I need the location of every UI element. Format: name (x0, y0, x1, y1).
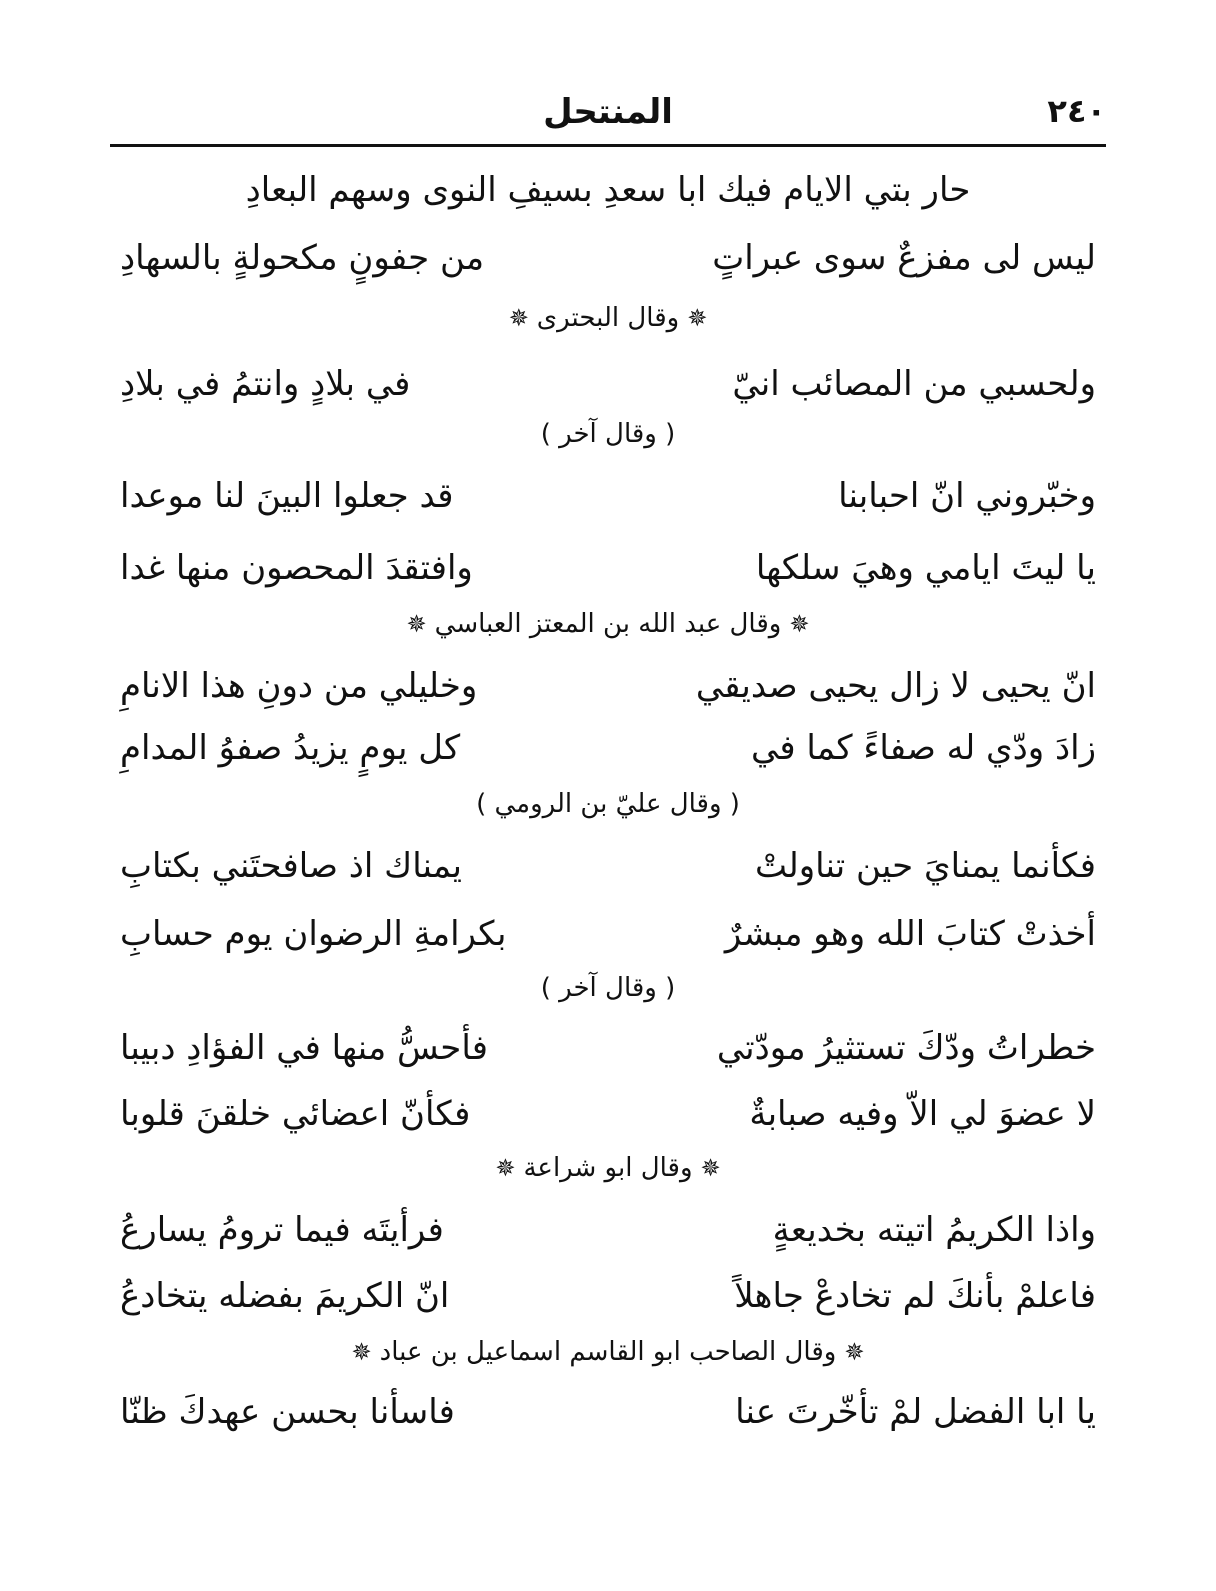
verse-first-hemistich: فكأنما يمنايَ حين تناولتْ (754, 846, 1096, 886)
heading-text: ( وقال آخر ) (540, 973, 676, 1003)
page-header (110, 88, 1106, 144)
verse-second-hemistich: فكأنّ اعضائي خلقنَ قلوبا (120, 1094, 471, 1134)
verse-first-hemistich: فاعلمْ بأنكَ لم تخادعْ جاهلاً (734, 1276, 1096, 1316)
verse-line (120, 718, 1096, 778)
verse-first-hemistich: واذا الكريمُ اتيته بخديعةٍ (772, 1210, 1096, 1250)
star-ornament-icon: ✵ (508, 304, 529, 332)
verse-line (120, 228, 1096, 288)
heading-text: وقال عبد الله بن المعتز العباسي (434, 609, 782, 639)
verse-second-hemistich: في بلادٍ وانتمُ في بلادِ (120, 364, 411, 404)
verse-line (120, 466, 1096, 526)
star-ornament-icon: ✵ (406, 610, 427, 638)
heading-text: ( وقال عليّ بن الرومي ) (476, 789, 740, 819)
verse-line (120, 836, 1096, 896)
verse-line (120, 1200, 1096, 1260)
verse-line (120, 354, 1096, 414)
star-ornament-icon: ✵ (700, 1154, 721, 1182)
verse-line (120, 1382, 1096, 1442)
verse-text: حار بتي الايام فيك ابا سعدِ بسيفِ النوى وسهم البعادِ (245, 170, 971, 210)
heading-text: وقال الصاحب ابو القاسم اسماعيل بن عباد (379, 1337, 837, 1367)
heading-text: ( وقال آخر ) (540, 419, 676, 449)
heading-text: وقال ابو شراعة (523, 1153, 693, 1183)
verse-first-hemistich: ولحسبي من المصائب انيّ (732, 364, 1096, 404)
verse-second-hemistich: قد جعلوا البينَ لنا موعدا (120, 476, 454, 516)
verse-line (120, 1266, 1096, 1326)
page-number: ٢٤٠ (1047, 92, 1106, 130)
verse-first-hemistich: لا عضوَ لي الاّ وفيه صبابةٌ (749, 1094, 1096, 1134)
verse-line (120, 1084, 1096, 1144)
star-ornament-icon: ✵ (687, 304, 708, 332)
poet-heading (120, 966, 1096, 1010)
poet-heading (120, 1146, 1096, 1190)
star-ornament-icon: ✵ (351, 1338, 372, 1366)
verse-first-hemistich: زادَ ودّي له صفاءً كما في (750, 728, 1096, 768)
star-ornament-icon: ✵ (495, 1154, 516, 1182)
verse-line (120, 1018, 1096, 1078)
verse-first-hemistich: ليس لى مفزعٌ سوى عبراتٍ (712, 238, 1096, 278)
verse-line (120, 160, 1096, 220)
verse-second-hemistich: يمناك اذ صافحتَني بكتابِ (120, 846, 462, 886)
running-title: المنتحل (543, 92, 673, 132)
verse-line (120, 538, 1096, 598)
verse-second-hemistich: وخليلي من دونِ هذا الانامِ (120, 666, 478, 706)
verse-first-hemistich: يا ليتَ ايامي وهيَ سلكها (755, 548, 1096, 588)
verse-second-hemistich: بكرامةِ الرضوان يوم حسابِ (120, 914, 507, 954)
verse-line (120, 656, 1096, 716)
verse-second-hemistich: انّ الكريمَ بفضله يتخادعُ (120, 1276, 450, 1316)
verse-second-hemistich: كل يومٍ يزيدُ صفوُ المدامِ (120, 728, 461, 768)
poet-heading (120, 412, 1096, 456)
header-rule (110, 144, 1106, 147)
verse-second-hemistich: فأحسُّ منها في الفؤادِ دبيبا (120, 1028, 488, 1068)
verse-line (120, 904, 1096, 964)
verse-first-hemistich: أخذتْ كتابَ الله وهو مبشرٌ (724, 914, 1096, 954)
verse-second-hemistich: فاسأنا بحسن عهدكَ ظنّا (120, 1392, 455, 1432)
poet-heading (120, 602, 1096, 646)
verse-first-hemistich: يا ابا الفضل لمْ تأخّرتَ عنا (735, 1392, 1096, 1432)
star-ornament-icon: ✵ (844, 1338, 865, 1366)
verse-first-hemistich: خطراتُ ودّكَ تستثيرُ مودّتي (716, 1028, 1096, 1068)
heading-text: وقال البحترى (536, 303, 680, 333)
verse-first-hemistich: انّ يحيى لا زال يحيى صديقي (695, 666, 1096, 706)
verse-second-hemistich: من جفونٍ مكحولةٍ بالسهادِ (120, 238, 485, 278)
verse-second-hemistich: فرأيتَه فيما ترومُ يسارعُ (120, 1210, 444, 1250)
verse-second-hemistich: وافتقدَ المحصون منها غدا (120, 548, 473, 588)
star-ornament-icon: ✵ (789, 610, 810, 638)
verse-first-hemistich: وخبّروني انّ احبابنا (838, 476, 1096, 516)
poet-heading (120, 1330, 1096, 1374)
poet-heading (120, 296, 1096, 340)
poet-heading (120, 782, 1096, 826)
